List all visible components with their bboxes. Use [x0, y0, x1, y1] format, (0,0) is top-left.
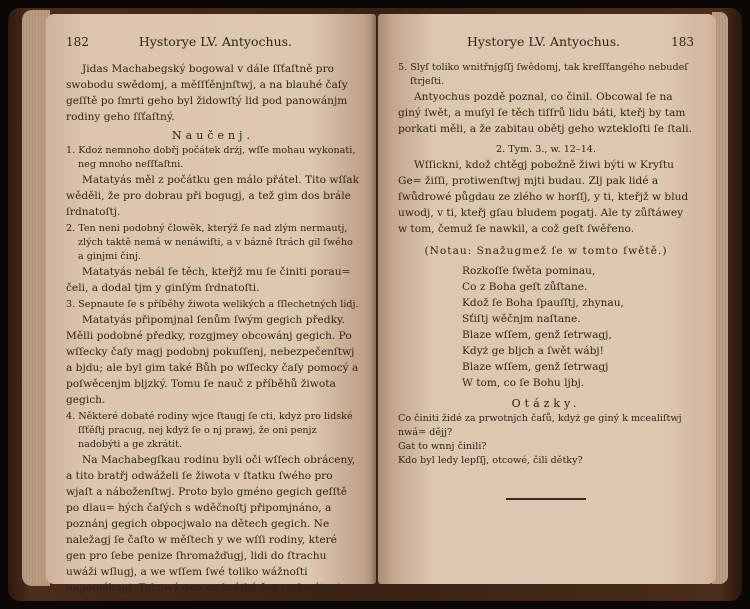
right-page-number: 183	[671, 35, 694, 49]
section-title: Naučenj.	[172, 129, 254, 142]
left-running-head: Hystorye LV. Antyochus.	[138, 34, 293, 49]
left-page-number: 182	[66, 35, 89, 49]
scripture-text: Wſſickni, kdož chtěgj pobožně žiwi býti w Kryſtu Ge= žiſſi, protiwenſtwj mjti budau. Zlj pak lidé a ſwůdrowé půgdau ze zlého w horſſj, y ti, kteřjž w blud uwodj, v ti, kteřj gſau bludem pogatj. Ale ty zůſtáwey w tom, čemuž ſe nawkil, a což geſt ſwěřeno.	[398, 159, 689, 235]
lesson-note-3: Matatyás připomjnal ſenům ſwým gegich předky. Mělli podobné předky, rozgjmey obcowánj gegich. Po wſſecky čaſy magj podobnj pokuſſenj, nebezpečenſtwj a bjdu; ale byl gim také Bůh po wſſecky čaſy pomocý a poſwěcenjm bljzký. Tomu ſe nauč z příběhů žiwota gegich.	[66, 314, 359, 406]
question-3: Kdo byl ledy lepſſj, otcowé, čili dětky?	[398, 455, 583, 466]
lesson-note-2: Matatyás nebál ſe těch, kteřjž mu ſe činiti porau= čeli, a dodal tjm y ginſým ſrdnatoſti.	[66, 266, 351, 294]
question-2: Gat to wnnj činili?	[398, 441, 487, 452]
hymn-notation: (Notau: Snažugmež ſe w tomto ſwětě.)	[424, 245, 668, 257]
closing-rule	[506, 498, 586, 500]
hymn-verse-line: Blaze wſſem, genž ſetrwagj,	[462, 329, 612, 341]
hymn-verse-line: Kdož ſe Boha ſpauſſtj, zhynau,	[462, 297, 624, 309]
lesson-note-5: Antyochus pozdě poznal, co činil. Obcowal ſe na giný ſwět, a muſyl ſe těch tiſſrů lidu báti, kteřj by tam porkati měli, a že zabitau obětj geho wztekloſti ſe ſtali.	[398, 91, 692, 135]
lesson-item-5: 5. Slyſ toliko wnitřnjgſſj ſwědomj, tak kreſſťangého nebudeſ ſtrjeſti.	[398, 62, 688, 87]
hymn-verses	[398, 263, 694, 391]
right-running-head: Hystorye LV. Antyochus.	[466, 34, 621, 49]
hymn-verse-line: Sťiſtj wěčnjm naſtane.	[462, 313, 581, 325]
hymn-verse-line: Kdyż ge bljch a ſwět wábj!	[462, 345, 604, 357]
hymn-verse-line: Blaze wſſem, genž ſetrwagj	[462, 361, 609, 373]
left-page	[46, 14, 376, 594]
right-page	[378, 14, 716, 584]
lesson-note-1: Matatyás měl z počátku gen málo přátel. Tito wſſak wěděli, že pro dobrau při bogugj, a tež gim dos brále ſrdnatoſtj.	[66, 174, 360, 218]
lesson-item-1: 1. Kdoż nemnoho dobřj počátek drżj, wſſe mohau wykonati, neg mnoho neſſťaſtni.	[66, 145, 356, 170]
intro-paragraph: Jidas Machabegský bogowal v dále ſſťaſtně pro swobodu swědomj, a měſſťěnjnſtwj, a na blauhé čaſy geſſtě po ſmrti geho byl židowſtý lid pod panowánjm rodiny geho ſſťaſtný.	[66, 63, 348, 123]
hymn-verse-line: Co z Boha geſt zůſtane.	[462, 281, 588, 293]
question-1: Co činiti židé za prwotnjch čaſů, kdyż ge giný k mcealiſtwj nwá= dějj?	[398, 413, 682, 438]
lesson-note-4: Na Machabegſkau rodinu byli oči wſſech obráceny, a tito bratřj odwáželi ſe žiwota v ſtatku ſwého pro wjaſt a náboženſtwj. Proto bylo gméno gegich geſſtě po dlau= hých čaſých s wděčnoſtj připomjnáno, a poznánj gegich obpocjwalo na dětech gegich. Ne naležagj ſe čaſto w měſtech y we wſſi rodiny, které gen pro ſebe penize ſhromažďugj, lidi do ſtrachu uwáži wſlugj, a we wſſem ſwé toliko wážnoſti napomáhagj. Takowý gen na krátký čas rozkwétagj.	[66, 454, 356, 594]
lesson-item-4: 4. Některé dobaté rodiny wjce ſtaugj ſe cti, kdyż pro lidské ſſťěſtj pracug, nej kdyż ſe o nj prawj, že oni penjz nadobýti a ge zkrátit.	[66, 411, 353, 450]
scripture-reference: 2. Tym. 3., w. 12–14.	[496, 144, 596, 155]
questions-title: Otázky.	[511, 397, 581, 410]
right-header	[398, 34, 694, 49]
left-header	[66, 34, 360, 49]
hymn-verse-line: Rozkoſſe ſwěta pominau,	[462, 265, 596, 277]
lesson-item-2: 2. Ten neni podobný člowěk, kterýž ſe nad zlým nermautj, zlých taktě nemá w nenáwiſti, a v bázně ſtrách gil ſwého a ginjmi činj.	[66, 223, 353, 262]
hymn-verse-line: W tom, co ſe Bohu ljbj.	[462, 377, 585, 389]
lesson-item-3: 3. Sepnaute ſe s příběhy žiwota welikých a ſſlechetných lidj.	[66, 299, 359, 310]
